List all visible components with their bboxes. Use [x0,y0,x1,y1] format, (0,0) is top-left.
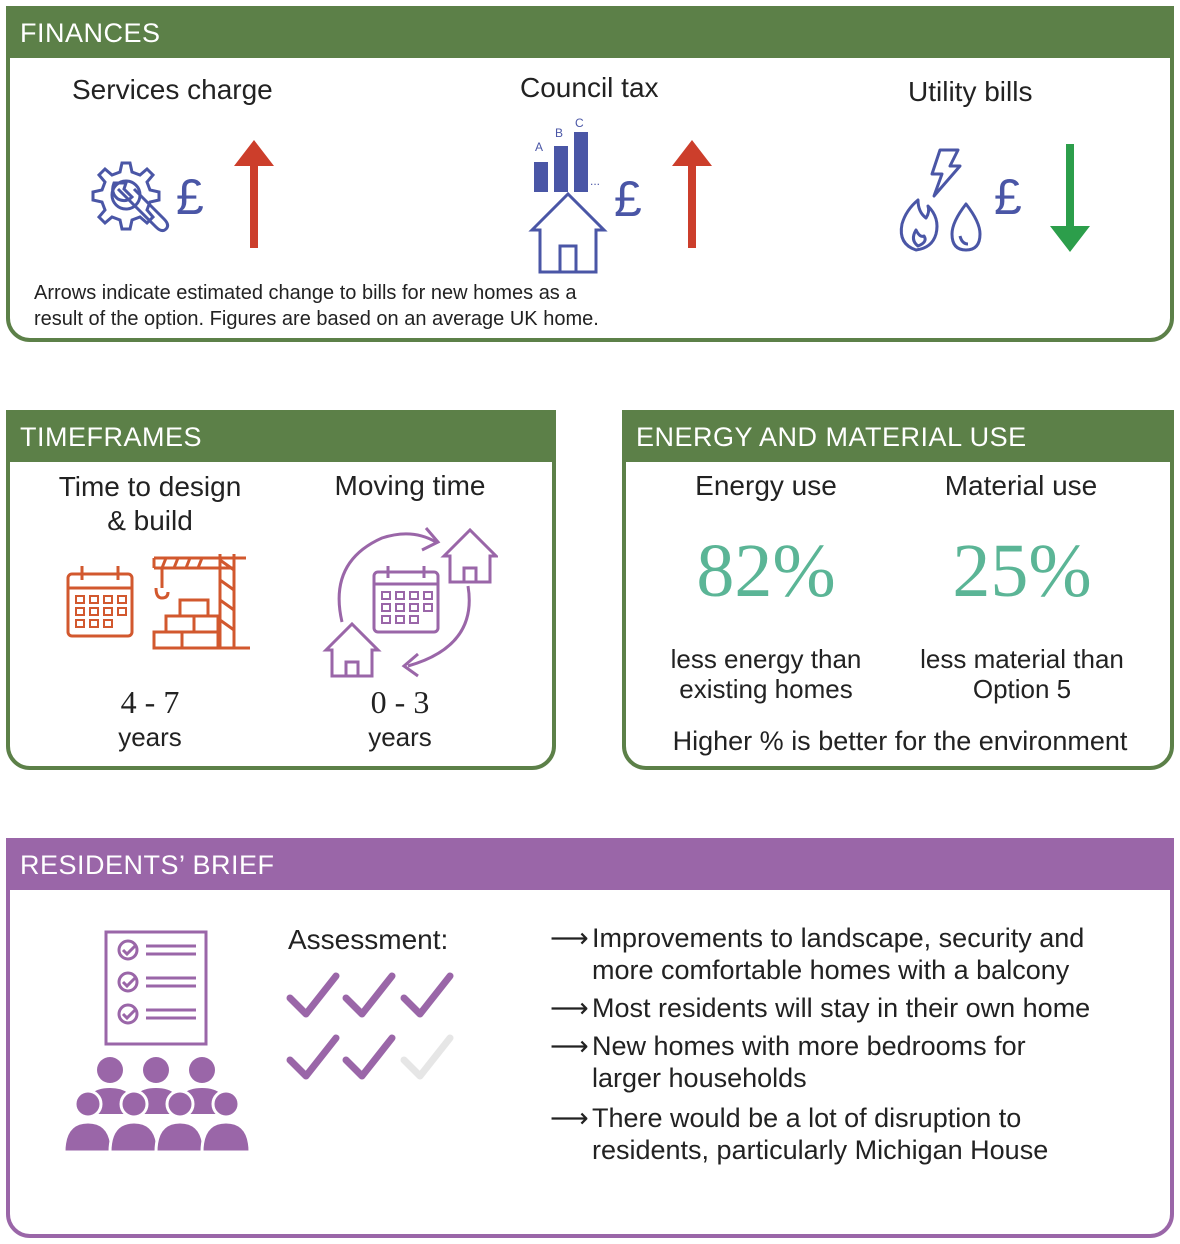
finances-panel [6,6,1174,342]
energy-header: ENERGY AND MATERIAL USE [622,410,1174,462]
services-charge-label: Services charge [72,74,273,105]
brief-bullet-1-line-1: Improvements to landscape, security and [592,923,1085,953]
brief-bullet-1-line-2: more comfortable homes with a balcony [592,955,1070,985]
assessment-label: Assessment: [288,924,449,955]
energy-use-desc-line-1: less energy than [670,644,862,674]
design-build-label [50,470,250,538]
tick-icon-5 [346,1038,392,1076]
timeframes-header: TIMEFRAMES [6,410,556,462]
arrow-up-icon-council [670,138,714,250]
finances-note-line-2: result of the option. Figures are based on an average UK home. [34,308,599,330]
calendar-crane-icon [62,550,252,654]
energy-panel [622,410,1174,770]
design-build-unit: years [118,722,182,752]
arrow-right-icon: ⟶ [550,923,589,953]
brief-bullet-4 [550,1102,1048,1166]
arrow-down-icon-utility [1048,142,1092,254]
arrow-right-icon: ⟶ [550,1031,589,1061]
material-use-desc-line-1: less material than [920,644,1124,674]
material-use-desc-line-2: Option 5 [972,674,1072,704]
band-b-label: B [555,126,564,140]
timeframes-panel [6,410,556,770]
brief-bullet-3-line-2: larger households [592,1063,807,1093]
gear-wrench-icon [82,155,172,245]
utility-bills-label: Utility bills [908,76,1033,107]
design-build-label-line-1: Time to design [58,471,242,502]
moving-time-unit: years [368,722,432,752]
energy-use-desc [636,644,896,704]
finances-header: FINANCES [6,6,1174,58]
brief-bullet-2-line-1: Most residents will stay in their own home [592,993,1091,1023]
assessment-ticks [286,968,462,1088]
pound-icon-utility: £ [994,169,1022,225]
brief-bullet-1 [550,922,1084,986]
residents-brief-header: RESIDENTS’ BRIEF [6,838,1174,890]
moving-time-label: Moving time [334,470,486,501]
material-use-desc [888,644,1156,704]
arrow-right-icon: ⟶ [550,1103,589,1133]
energy-footer: Higher % is better for the environment [672,726,1128,756]
tick-icon-6 [404,1038,450,1076]
tick-icon-2 [346,976,392,1014]
moving-time-value: 0 - 3 [370,684,430,720]
material-use-label: Material use [944,470,1098,501]
utility-icon [894,146,994,256]
design-build-value: 4 - 7 [120,684,180,720]
residents-checklist-icon [62,928,252,1158]
residents-brief-panel [6,838,1174,1238]
house-icon [528,190,608,274]
finances-note [34,280,599,332]
energy-use-value: 82% [696,529,836,613]
tick-icon-1 [290,976,336,1014]
council-tax-label: Council tax [520,72,659,103]
band-a-label: A [535,140,544,154]
tick-icon-3 [404,976,450,1014]
pound-icon-council: £ [614,171,642,227]
arrow-right-icon: ⟶ [550,993,589,1023]
brief-bullet-2 [550,992,1090,1024]
energy-use-desc-line-2: existing homes [679,674,853,704]
pound-icon-services: £ [176,169,204,225]
tick-icon-4 [290,1038,336,1076]
material-use-value: 25% [952,529,1092,613]
brief-bullet-3-line-1: New homes with more bedrooms for [592,1031,1026,1061]
energy-use-label: Energy use [695,470,837,501]
finances-note-line-1: Arrows indicate estimated change to bills for new homes as a [34,282,577,304]
brief-bullet-3 [550,1030,1026,1094]
band-more-label: ... [590,174,601,188]
brief-bullet-4-line-1: There would be a lot of disruption to [592,1103,1022,1133]
moving-cycle-icon [318,522,498,678]
arrow-up-icon-services [232,138,276,250]
design-build-label-line-2: & build [107,505,193,536]
brief-bullet-4-line-2: residents, particularly Michigan House [592,1135,1049,1165]
band-c-label: C [575,116,584,130]
